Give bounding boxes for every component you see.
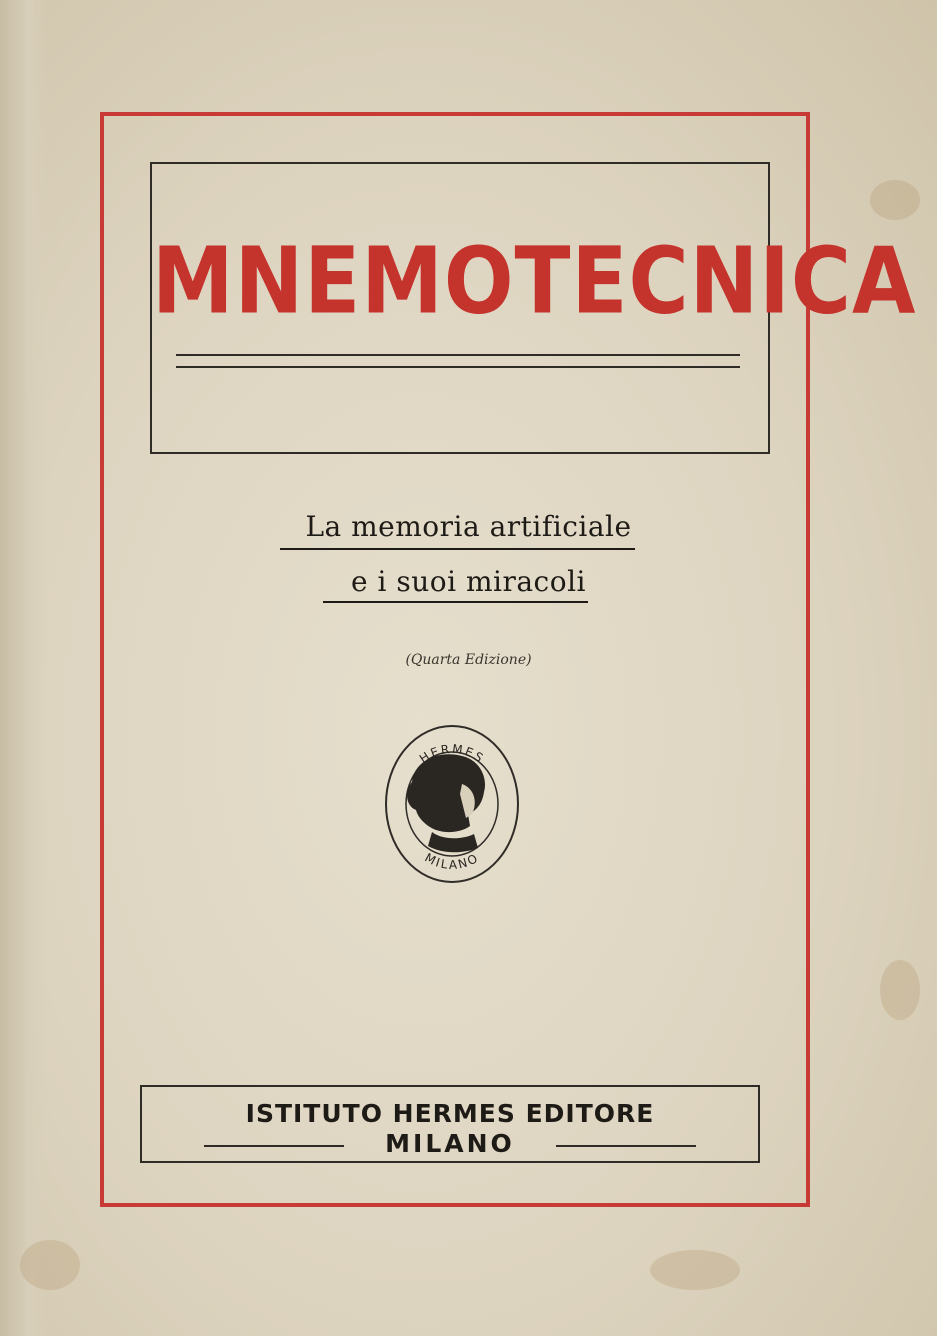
city-rule-right (556, 1145, 696, 1147)
title-box (150, 162, 917, 454)
subtitle-line-1: La memoria artificiale (305, 510, 632, 543)
paper-stain (20, 1240, 80, 1290)
medallion-bottom-text: MILANO (422, 850, 482, 872)
paper-stain (880, 960, 920, 1020)
subtitle-line-2: e i suoi miracoli (351, 565, 586, 598)
medallion-top-text: HERMES (416, 741, 488, 767)
svg-text:MILANO (422, 850, 481, 871)
subtitle-rule-2 (323, 601, 588, 603)
paper-stain (650, 1250, 740, 1290)
book-title: MNEMOTECNICA (152, 228, 917, 335)
spine-shadow (0, 0, 48, 1336)
subtitle-rule-1 (280, 548, 635, 550)
paper-stain (870, 180, 920, 220)
title-rule-lower (176, 366, 740, 368)
publisher-box (140, 1085, 760, 1163)
edition-note: (Quarta Edizione) (405, 652, 532, 668)
publisher-city: MILANO (385, 1129, 515, 1158)
publisher-name: ISTITUTO HERMES EDITORE (245, 1099, 655, 1128)
title-rule-upper (176, 354, 740, 356)
hermes-medallion-logo (382, 722, 522, 887)
